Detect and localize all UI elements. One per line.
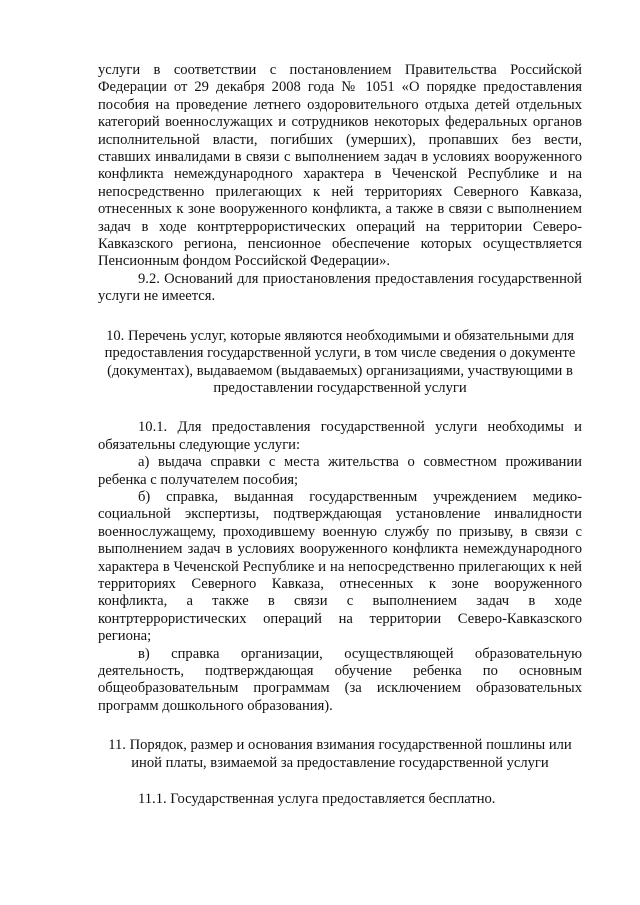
section-heading-11: 11. Порядок, размер и основания взимания государственной пошлины или иной платы, взимаемой за предоставление государственной услуги: [108, 737, 572, 771]
list-item-v: в) справка организации, осуществляющей образовательную деятельность, подтверждающая обучение ребенка по основным общеобразовательным программам (за исключением образовательных программ дошкольного образования).: [98, 645, 582, 714]
list-item-a: а) выдача справки с места жительства о совместном проживании ребенка с получателем пособия;: [98, 454, 582, 488]
list-item-b: б) справка, выданная государственным учреждением медико-социальной экспертизы, подтверждающая установление инвалидности военнослужащему, проходившему военную службу по призыву, в связи с выполнением задач в условиях вооруженного конфликта немеждународного характера в Чеченской Республике и на непосредственно прилегающих к ней территориях Северного Кавказа, отнесенных к зоне вооруженного конфликта, а также в связи с выполнением задач в ходе контртеррористических операций на территории Северо-Кавказского региона;: [98, 488, 582, 645]
paragraph-intro: услуги в соответствии с постановлением Правительства Российской Федерации от 29 декабря 2008 года № 1051 «О порядке предоставления пособия на проведение летнего оздоровительного отдыха детей отдельных категорий военнослужащих и сотрудников некоторых федеральных органов исполнительной власти, погибших (умерших), пропавших без вести, ставших инвалидами в связи с выполнением задач в условиях вооруженного конфликта немеждународного характера в Чеченской Республике и на непосредственно прилегающих к ней территориях Северного Кавказа, отнесенных к зоне вооруженного конфликта, а также в связи с выполнением задач в ходе контртеррористических операций на территории Северо-Кавказского региона, пенсионное обеспечение которых осуществляется Пенсионным фондом Российской Федерации».: [98, 62, 582, 270]
paragraph-11-1: 11.1. Государственная услуга предоставляется бесплатно.: [138, 791, 496, 808]
section-heading-10: 10. Перечень услуг, которые являются необходимыми и обязательными для предоставления государственной услуги, в том числе сведения о документе (документах), выдаваемом (выдаваемых) организациями, участвующими в предоставлении государственной услуги: [104, 327, 576, 396]
paragraph-9-2: 9.2. Оснований для приостановления предоставления государственной услуги не имеется.: [98, 270, 582, 305]
document-page: [98, 62, 582, 808]
paragraph-10-1: 10.1. Для предоставления государственной услуги необходимы и обязательны следующие услуги:: [98, 419, 582, 453]
